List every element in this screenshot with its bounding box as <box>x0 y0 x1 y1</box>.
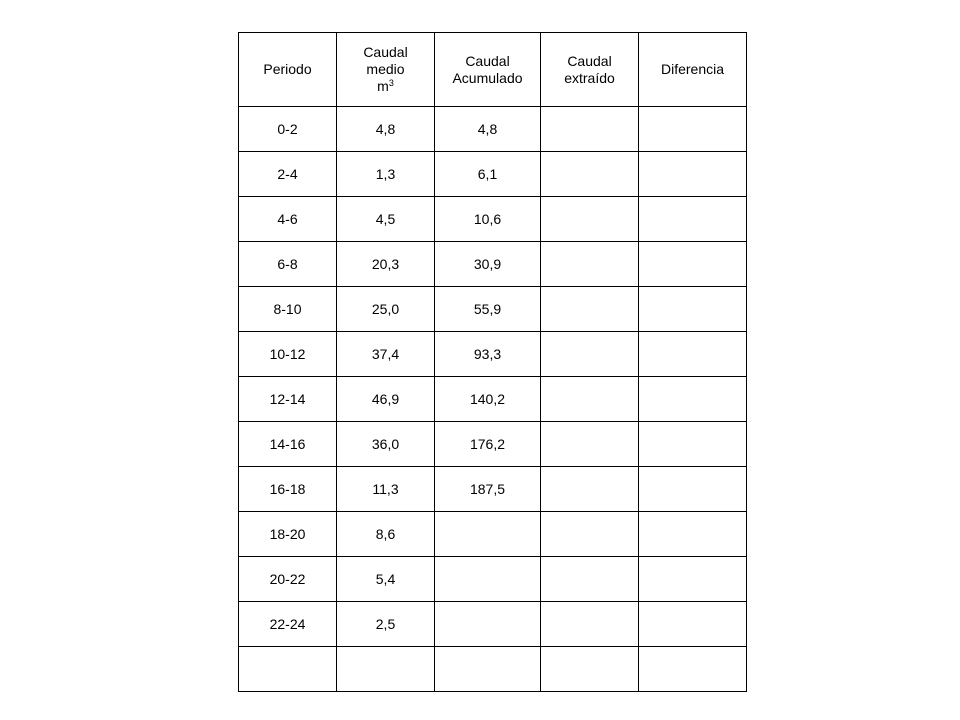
table-row <box>239 377 747 422</box>
header-diferencia-label: Diferencia <box>660 61 725 77</box>
cell-caudal-extraido <box>541 557 639 602</box>
cell-periodo <box>239 647 337 692</box>
cell-caudal-extraido <box>541 197 639 242</box>
cell-caudal-acumulado: 176,2 <box>435 422 541 467</box>
cell-periodo: 8-10 <box>239 287 337 332</box>
cell-caudal-medio: 5,4 <box>337 557 435 602</box>
cell-caudal-extraido <box>541 467 639 512</box>
cell-diferencia <box>639 197 747 242</box>
cell-caudal-acumulado: 10,6 <box>435 197 541 242</box>
cell-periodo: 20-22 <box>239 557 337 602</box>
cell-caudal-acumulado <box>435 512 541 557</box>
cell-caudal-medio: 20,3 <box>337 242 435 287</box>
cell-caudal-acumulado: 140,2 <box>435 377 541 422</box>
table-row <box>239 242 747 287</box>
cell-diferencia <box>639 602 747 647</box>
cell-periodo: 0-2 <box>239 107 337 152</box>
cell-periodo: 10-12 <box>239 332 337 377</box>
table-row <box>239 152 747 197</box>
cell-caudal-extraido <box>541 512 639 557</box>
cell-caudal-extraido <box>541 377 639 422</box>
table-row <box>239 107 747 152</box>
cell-diferencia <box>639 512 747 557</box>
cell-caudal-acumulado: 93,3 <box>435 332 541 377</box>
table-row <box>239 467 747 512</box>
header-caudal-medio <box>337 33 435 107</box>
header-caudal-medio-unit: m <box>377 78 389 94</box>
cell-diferencia <box>639 557 747 602</box>
table-row <box>239 647 747 692</box>
cell-caudal-extraido <box>541 242 639 287</box>
cell-caudal-medio: 2,5 <box>337 602 435 647</box>
table-row <box>239 512 747 557</box>
flow-table <box>238 32 747 692</box>
cell-caudal-medio: 37,4 <box>337 332 435 377</box>
cell-caudal-acumulado <box>435 647 541 692</box>
cell-caudal-acumulado: 30,9 <box>435 242 541 287</box>
cell-diferencia <box>639 467 747 512</box>
cell-diferencia <box>639 332 747 377</box>
cell-diferencia <box>639 422 747 467</box>
cell-diferencia <box>639 287 747 332</box>
cell-periodo: 22-24 <box>239 602 337 647</box>
table-row <box>239 557 747 602</box>
cell-periodo: 6-8 <box>239 242 337 287</box>
cell-periodo: 14-16 <box>239 422 337 467</box>
cell-caudal-medio <box>337 647 435 692</box>
header-caudal-acumulado-line2: Acumulado <box>452 69 523 86</box>
cell-periodo: 12-14 <box>239 377 337 422</box>
cell-caudal-acumulado: 6,1 <box>435 152 541 197</box>
table-row <box>239 197 747 242</box>
cell-caudal-medio: 1,3 <box>337 152 435 197</box>
cell-periodo: 4-6 <box>239 197 337 242</box>
header-caudal-extraido-line2: extraído <box>564 69 615 86</box>
cell-diferencia <box>639 647 747 692</box>
cell-caudal-extraido <box>541 107 639 152</box>
header-caudal-extraido <box>541 33 639 107</box>
cell-caudal-medio: 25,0 <box>337 287 435 332</box>
cell-caudal-extraido <box>541 647 639 692</box>
header-caudal-medio-line2: medio <box>366 61 405 77</box>
table-header-row <box>239 33 747 107</box>
cell-caudal-acumulado <box>435 557 541 602</box>
header-periodo <box>239 33 337 107</box>
header-caudal-acumulado-line1: Caudal <box>465 52 510 69</box>
cell-caudal-extraido <box>541 332 639 377</box>
cell-diferencia <box>639 242 747 287</box>
cell-caudal-medio: 46,9 <box>337 377 435 422</box>
cell-periodo: 16-18 <box>239 467 337 512</box>
header-caudal-medio-line1: Caudal <box>363 44 408 60</box>
header-caudal-extraido-line1: Caudal <box>567 52 612 69</box>
table-row <box>239 602 747 647</box>
header-diferencia <box>639 33 747 107</box>
cell-caudal-medio: 11,3 <box>337 467 435 512</box>
cell-caudal-acumulado <box>435 602 541 647</box>
cell-caudal-acumulado: 55,9 <box>435 287 541 332</box>
header-caudal-acumulado <box>435 33 541 107</box>
header-periodo-label: Periodo <box>263 61 312 77</box>
header-caudal-medio-unit-exponent: 3 <box>388 78 394 88</box>
table-row <box>239 332 747 377</box>
cell-periodo: 2-4 <box>239 152 337 197</box>
cell-diferencia <box>639 152 747 197</box>
table-body <box>239 107 747 692</box>
cell-diferencia <box>639 377 747 422</box>
cell-caudal-acumulado: 187,5 <box>435 467 541 512</box>
cell-caudal-acumulado: 4,8 <box>435 107 541 152</box>
cell-caudal-extraido <box>541 287 639 332</box>
cell-caudal-extraido <box>541 602 639 647</box>
cell-caudal-medio: 4,5 <box>337 197 435 242</box>
cell-caudal-extraido <box>541 422 639 467</box>
table-row <box>239 287 747 332</box>
cell-caudal-medio: 36,0 <box>337 422 435 467</box>
cell-diferencia <box>639 107 747 152</box>
cell-caudal-extraido <box>541 152 639 197</box>
cell-caudal-medio: 8,6 <box>337 512 435 557</box>
table-row <box>239 422 747 467</box>
cell-caudal-medio: 4,8 <box>337 107 435 152</box>
cell-periodo: 18-20 <box>239 512 337 557</box>
